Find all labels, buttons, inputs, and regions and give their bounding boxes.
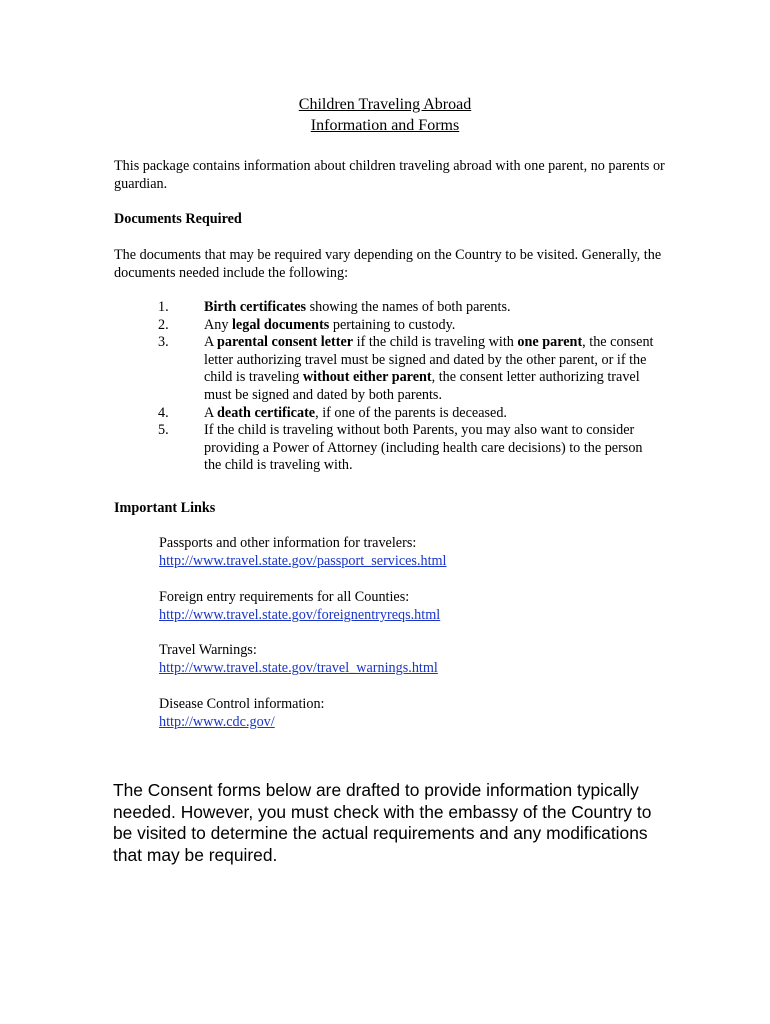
- title-line-2: Information and Forms: [310, 117, 460, 134]
- link-group-passports: [159, 534, 447, 570]
- link-label: Travel Warnings:: [159, 642, 257, 658]
- document-title: [0, 94, 770, 136]
- consent-forms-note: The Consent forms below are drafted to provide information typically needed. However, you must check with the embassy of the Country to be visited to determine the actual requirements and any modifications that may be required.: [113, 780, 652, 865]
- travel-warnings-link[interactable]: http://www.travel.state.gov/travel_warnings.html: [159, 660, 438, 676]
- list-item-text: A death certificate, if one of the parents is deceased.: [204, 404, 507, 421]
- list-item-number: 2.: [158, 316, 169, 333]
- list-item-number: 3.: [158, 334, 169, 351]
- list-item: [114, 334, 674, 404]
- documents-required-heading: Documents Required: [114, 211, 242, 227]
- list-item-number: 1.: [158, 299, 169, 315]
- list-item-text: Any legal documents pertaining to custody.: [204, 316, 456, 333]
- list-item-text: If the child is traveling without both Parents, you may also want to consider providing a Power of Attorney (including health care decisions) to the person the child is traveling with.: [204, 422, 643, 474]
- link-group-foreign-entry: [159, 588, 440, 624]
- list-item-number: 4.: [158, 404, 169, 421]
- foreign-entry-requirements-link[interactable]: http://www.travel.state.gov/foreignentryreqs.html: [159, 607, 441, 623]
- list-item-number: 5.: [158, 422, 169, 439]
- link-group-travel-warnings: [159, 641, 438, 677]
- documents-list: [114, 299, 674, 475]
- intro-paragraph: This package contains information about children traveling abroad with one parent, no parents or guardian.: [114, 158, 665, 192]
- list-item-text: Birth certificates showing the names of both parents.: [204, 299, 511, 315]
- link-label: Foreign entry requirements for all Counties:: [159, 589, 410, 605]
- cdc-link[interactable]: http://www.cdc.gov/: [159, 714, 275, 730]
- important-links-heading: Important Links: [114, 500, 216, 516]
- link-group-disease-control: [159, 695, 325, 731]
- link-label: Disease Control information:: [159, 696, 325, 712]
- title-line-1: Children Traveling Abroad: [298, 96, 472, 113]
- list-item: [114, 299, 674, 317]
- link-label: Passports and other information for travelers:: [159, 535, 417, 551]
- list-item: [114, 317, 674, 335]
- list-item: [114, 422, 674, 475]
- list-item: [114, 405, 674, 423]
- list-item-text: A parental consent letter if the child is traveling with one parent, the consent letter authorizing travel must be signed and dated by the other parent, or if the child is traveling without either parent, the consent letter authorizing travel must be signed and dated by both parents.: [204, 334, 654, 403]
- passport-services-link[interactable]: http://www.travel.state.gov/passport_services.html: [159, 553, 447, 569]
- documents-intro-paragraph: The documents that may be required vary depending on the Country to be visited. Generally, the documents needed include the following:: [114, 247, 662, 281]
